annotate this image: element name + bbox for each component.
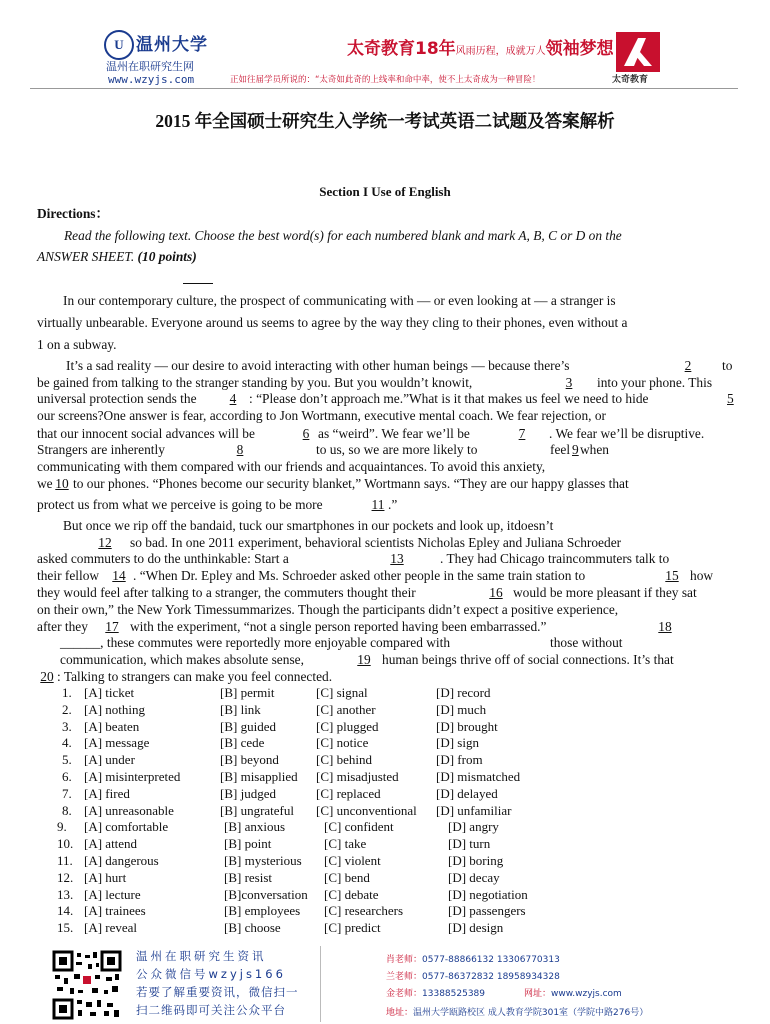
option-a[interactable]: [A] lecture	[84, 886, 141, 902]
question-number: 13.	[57, 886, 74, 902]
question-number: 9.	[57, 819, 67, 835]
option-c[interactable]: [C] another	[316, 701, 376, 717]
passage-line: It’s a sad reality — our desire to avoid interacting with other human beings — because there’s	[66, 358, 570, 373]
passage-line: their fellow	[37, 568, 100, 583]
option-a[interactable]: [A] attend	[84, 836, 138, 852]
question-row	[0, 887, 770, 903]
option-b[interactable]: [B] permit	[220, 685, 275, 700]
brand-name: 太奇教育	[347, 39, 415, 59]
page-header	[0, 0, 770, 92]
passage-line: communicating with them compared with our friends and acquaintances. To avoid this anxiety,	[37, 459, 546, 474]
blank-13: 13	[390, 551, 404, 566]
question-row	[0, 819, 770, 835]
question-number: 1.	[62, 685, 72, 700]
passage-line: would be more pleasant if they sat	[513, 585, 697, 600]
passage-line: asked commuters to do the unthinkable: Start a	[37, 551, 289, 566]
address-value: 温州大学瓯路校区 成人教育学院301室（学院中路276号）	[413, 1008, 649, 1018]
university-url[interactable]: www.wzyjs.com	[108, 73, 195, 86]
passage-line: we	[37, 476, 53, 491]
passage-line: those without	[550, 635, 623, 650]
passage-line: that our innocent social advances will be	[37, 426, 255, 441]
directions-text-cont	[37, 249, 197, 265]
footer-scan-line-2: 扫二维码即可关注公众平台	[136, 1003, 286, 1017]
blank-10: 10	[55, 476, 69, 491]
option-a[interactable]: [A] beaten	[84, 718, 140, 734]
blank-14: 14	[112, 568, 126, 583]
blank-19: 19	[357, 652, 371, 667]
passage-line: our screens?One answer is fear, according to Jon Wortmann, executive mental coach. We fear rejection, or	[37, 408, 607, 423]
blank-11: 11	[371, 497, 385, 512]
footer-scan-line: 若要了解重要资讯，微信扫一	[136, 985, 299, 999]
question-row	[0, 735, 770, 751]
question-number: 2.	[62, 701, 72, 717]
option-c[interactable]: [C] unconventional	[316, 802, 417, 818]
passage-line: they would feel after talking to a stranger, the commuters thought their	[37, 585, 416, 600]
question-row	[0, 702, 770, 718]
passage-line: universal protection sends the	[37, 391, 197, 406]
blank-20: 20	[40, 669, 54, 684]
passage-line: be gained from talking to the stranger standing by you. But you wouldn’t knowit,	[37, 375, 473, 390]
option-a[interactable]: [A] reveal	[84, 920, 138, 936]
website	[524, 986, 622, 999]
option-b[interactable]: [B] guided	[220, 718, 276, 734]
blank-4: 4	[229, 391, 237, 406]
option-b[interactable]: [B] employees	[224, 903, 301, 919]
passage-line: to our phones. “Phones become our security blanket,” Wortmann says. “They are our happy glasses that	[73, 476, 629, 491]
passage-line: on their own,” the New York Timessummarizes. Though the participants didn’t expect a positive experience,	[37, 602, 619, 617]
question-list	[0, 685, 770, 940]
blank-8: 8	[236, 442, 244, 457]
option-a[interactable]: [A] dangerous	[84, 853, 159, 868]
question-number: 3.	[62, 718, 72, 734]
brand-years: 18年	[415, 39, 456, 59]
option-c[interactable]: [C] take	[324, 836, 367, 852]
option-c[interactable]: [C] notice	[316, 735, 369, 751]
address-label: 地址：	[386, 1008, 414, 1018]
passage-line: : Talking to strangers can make you feel connected.	[57, 669, 333, 684]
passage-line: 1 on a subway.	[37, 337, 117, 352]
passage-line: with the experiment, “not a single person reported having been embarrassed.”	[130, 619, 547, 634]
option-b[interactable]: [B] mysterious	[224, 853, 302, 868]
option-d[interactable]: [D] unfamiliar	[436, 802, 512, 818]
blank-18: 18	[658, 619, 672, 634]
blank-16: 16	[489, 585, 503, 600]
option-b[interactable]: [B] point	[224, 836, 272, 852]
option-d[interactable]: [D] boring	[448, 853, 504, 868]
passage-line: communication, which makes absolute sense,	[60, 652, 304, 667]
option-c[interactable]: [C] predict	[324, 920, 381, 936]
option-a[interactable]: [A] under	[84, 752, 135, 768]
question-number: 6.	[62, 769, 72, 784]
brand-banner	[347, 34, 614, 59]
passage-line: . “When Dr. Epley and Ms. Schroeder asked other people in the same train station to	[133, 568, 586, 583]
option-c[interactable]: [C] violent	[324, 853, 381, 868]
passage-line: feel	[550, 442, 571, 457]
option-a[interactable]: [A] hurt	[84, 869, 127, 885]
blank-3: 3	[565, 375, 573, 390]
option-d[interactable]: [D] brought	[436, 718, 498, 734]
contact-3-value: 13388525389	[422, 989, 486, 999]
option-c[interactable]: [C] signal	[316, 685, 368, 700]
option-d[interactable]: [D] much	[436, 701, 487, 717]
option-d[interactable]: [D] angry	[448, 819, 499, 835]
contact-1	[386, 952, 560, 965]
option-a[interactable]: [A] trainees	[84, 903, 146, 919]
directions-label: Directions：	[37, 206, 109, 221]
blank-6: 6	[302, 426, 310, 441]
contact-1-value: 0577-88866132 13306770313	[422, 955, 560, 965]
contact-2-value: 0577-86372832 18958934328	[422, 972, 560, 982]
option-d[interactable]: [D] design	[448, 920, 504, 936]
option-b[interactable]: [B] choose	[224, 920, 281, 936]
question-number: 12.	[57, 869, 74, 885]
page-title: 2015 年全国硕士研究生入学统一考试英语二试题及答案解析	[155, 111, 615, 131]
passage-line: . They had Chicago traincommuters talk to	[440, 551, 670, 566]
option-c[interactable]: [C] plugged	[316, 718, 379, 734]
university-name: 温州大学	[136, 35, 208, 55]
passage-line: But once we rip off the bandaid, tuck our smartphones in our pockets and look up, itdoesn’t	[63, 518, 554, 533]
question-number: 10.	[57, 836, 74, 852]
option-d[interactable]: [D] mismatched	[436, 769, 521, 784]
passage-line: when	[580, 442, 610, 457]
contact-2-label: 兰老师：	[386, 972, 423, 982]
option-a[interactable]: [A] unreasonable	[84, 802, 174, 818]
passage-line: into your phone. This	[597, 375, 713, 390]
option-b[interactable]: [B] misapplied	[220, 769, 298, 784]
option-c[interactable]: [C] misadjusted	[316, 769, 399, 784]
passage-line: as “weird”. We fear we’ll be	[318, 426, 470, 441]
qr-code-icon[interactable]	[52, 950, 122, 1020]
passage-line: human beings thrive off of social connections. It’s that	[382, 652, 674, 667]
blank-7: 7	[518, 426, 526, 441]
university-seal-icon: U	[104, 30, 134, 60]
address	[386, 1005, 648, 1018]
option-d[interactable]: [D] record	[436, 685, 491, 700]
option-a[interactable]: [A] ticket	[84, 685, 135, 700]
question-number: 8.	[62, 802, 72, 818]
passage-line: virtually unbearable. Everyone around us seems to agree by the way they cling to their phones, even without a	[37, 315, 628, 330]
passage-line: so bad. In one 2011 experiment, behavioral scientists Nicholas Epley and Juliana Schroeder	[130, 535, 622, 550]
question-row	[0, 769, 770, 785]
question-number: 4.	[62, 735, 72, 751]
option-d[interactable]: [D] delayed	[436, 785, 498, 801]
passage-line: ______, these commutes were reportedly more enjoyable compared with	[60, 635, 451, 650]
option-d[interactable]: [D] from	[436, 752, 483, 768]
header-divider	[30, 88, 738, 89]
university-site-name: 温州在职研究生网	[106, 60, 194, 73]
question-row	[0, 719, 770, 735]
option-b[interactable]: [B] cede	[220, 735, 265, 751]
option-d[interactable]: [D] turn	[448, 836, 491, 852]
option-b[interactable]: [B] beyond	[220, 752, 279, 768]
option-b[interactable]: [B] judged	[220, 785, 276, 801]
passage-line: to us, so we are more likely to	[316, 442, 478, 457]
option-c[interactable]: [C] bend	[324, 869, 370, 885]
option-d[interactable]: [D] passengers	[448, 903, 526, 919]
directions-answer-sheet: ANSWER SHEET.	[37, 249, 138, 264]
option-b[interactable]: [B] resist	[224, 869, 273, 885]
question-number: 11.	[57, 853, 73, 868]
option-b[interactable]: [B] ungrateful	[220, 802, 295, 818]
question-row	[0, 920, 770, 936]
question-number: 7.	[62, 785, 72, 801]
passage-line: : “Please don’t approach me.”What is it that makes us feel we need to hide	[249, 391, 649, 406]
website-label: 网址：	[524, 989, 552, 999]
question-number: 14.	[57, 903, 74, 919]
directions-points: (10 points)	[137, 249, 197, 264]
question-row	[0, 752, 770, 768]
option-c[interactable]: [C] behind	[316, 752, 372, 768]
option-a[interactable]: [A] comfortable	[84, 819, 169, 835]
section-heading: Section I Use of English	[319, 184, 451, 199]
passage-line: how	[690, 568, 714, 583]
website-link[interactable]: www.wzyjs.com	[551, 989, 622, 999]
contact-2	[386, 969, 560, 982]
contact-3-label: 金老师：	[386, 989, 423, 999]
question-row	[0, 903, 770, 919]
option-c[interactable]: [C] replaced	[316, 785, 381, 801]
footer-divider	[320, 946, 321, 1022]
option-b[interactable]: [B]conversation	[224, 886, 308, 902]
question-row	[0, 685, 770, 701]
brand-tagline-bold: 领袖梦想	[545, 39, 614, 59]
footer-info-line: 温州在职研究生资讯	[136, 949, 267, 963]
blank-9: 9	[572, 442, 579, 457]
option-c[interactable]: [C] confident	[324, 819, 394, 835]
question-row	[0, 786, 770, 802]
brand-tagline: 风雨历程，成就万人	[455, 46, 546, 57]
option-d[interactable]: [D] sign	[436, 735, 479, 751]
passage-line: after they	[37, 619, 88, 634]
passage-line: .”	[388, 497, 398, 512]
contact-3	[386, 986, 485, 999]
directions-text: Read the following text. Choose the best word(s) for each numbered blank and mark A, B, C or D on the	[64, 228, 622, 243]
question-number: 15.	[57, 920, 74, 936]
blank-2: 2	[684, 358, 692, 373]
option-b[interactable]: [B] link	[220, 701, 261, 717]
option-a[interactable]: [A] misinterpreted	[84, 769, 181, 784]
passage-line: Strangers are inherently	[37, 442, 165, 457]
header-slogan: 正如往届学员所说的：“太奇如此奇的上线率和命中率，使不上太奇成为一种冒险！	[230, 75, 541, 85]
option-a[interactable]: [A] nothing	[84, 701, 146, 717]
passage-line: . We fear we’ll be disruptive.	[549, 426, 705, 441]
option-c[interactable]: [C] researchers	[324, 903, 404, 919]
passage-line: In our contemporary culture, the prospect of communicating with — or even looking at — a stranger is	[63, 293, 616, 308]
option-a[interactable]: [A] message	[84, 735, 150, 751]
contact-1-label: 肖老师：	[386, 955, 423, 965]
blank-5: 5	[727, 391, 734, 406]
option-c[interactable]: [C] debate	[324, 886, 379, 902]
footer-wechat-line: 公众微信号wzyjs166	[136, 967, 286, 981]
blank-15: 15	[665, 568, 679, 583]
question-row	[0, 836, 770, 852]
passage-line: to	[722, 358, 733, 373]
question-number: 5.	[62, 752, 72, 768]
logo-caption: 太奇教育	[612, 75, 649, 85]
option-d[interactable]: [D] negotiation	[448, 886, 528, 902]
blank-17: 17	[105, 619, 119, 634]
question-row	[0, 870, 770, 886]
question-row	[0, 803, 770, 819]
option-b[interactable]: [B] anxious	[224, 819, 286, 835]
option-a[interactable]: [A] fired	[84, 785, 130, 801]
question-row	[0, 853, 770, 869]
taiqi-logo-icon	[616, 32, 660, 72]
passage-line: protect us from what we perceive is going to be more	[37, 497, 323, 512]
blank-12: 12	[98, 535, 112, 550]
blank-line	[183, 283, 213, 284]
option-d[interactable]: [D] decay	[448, 869, 500, 885]
